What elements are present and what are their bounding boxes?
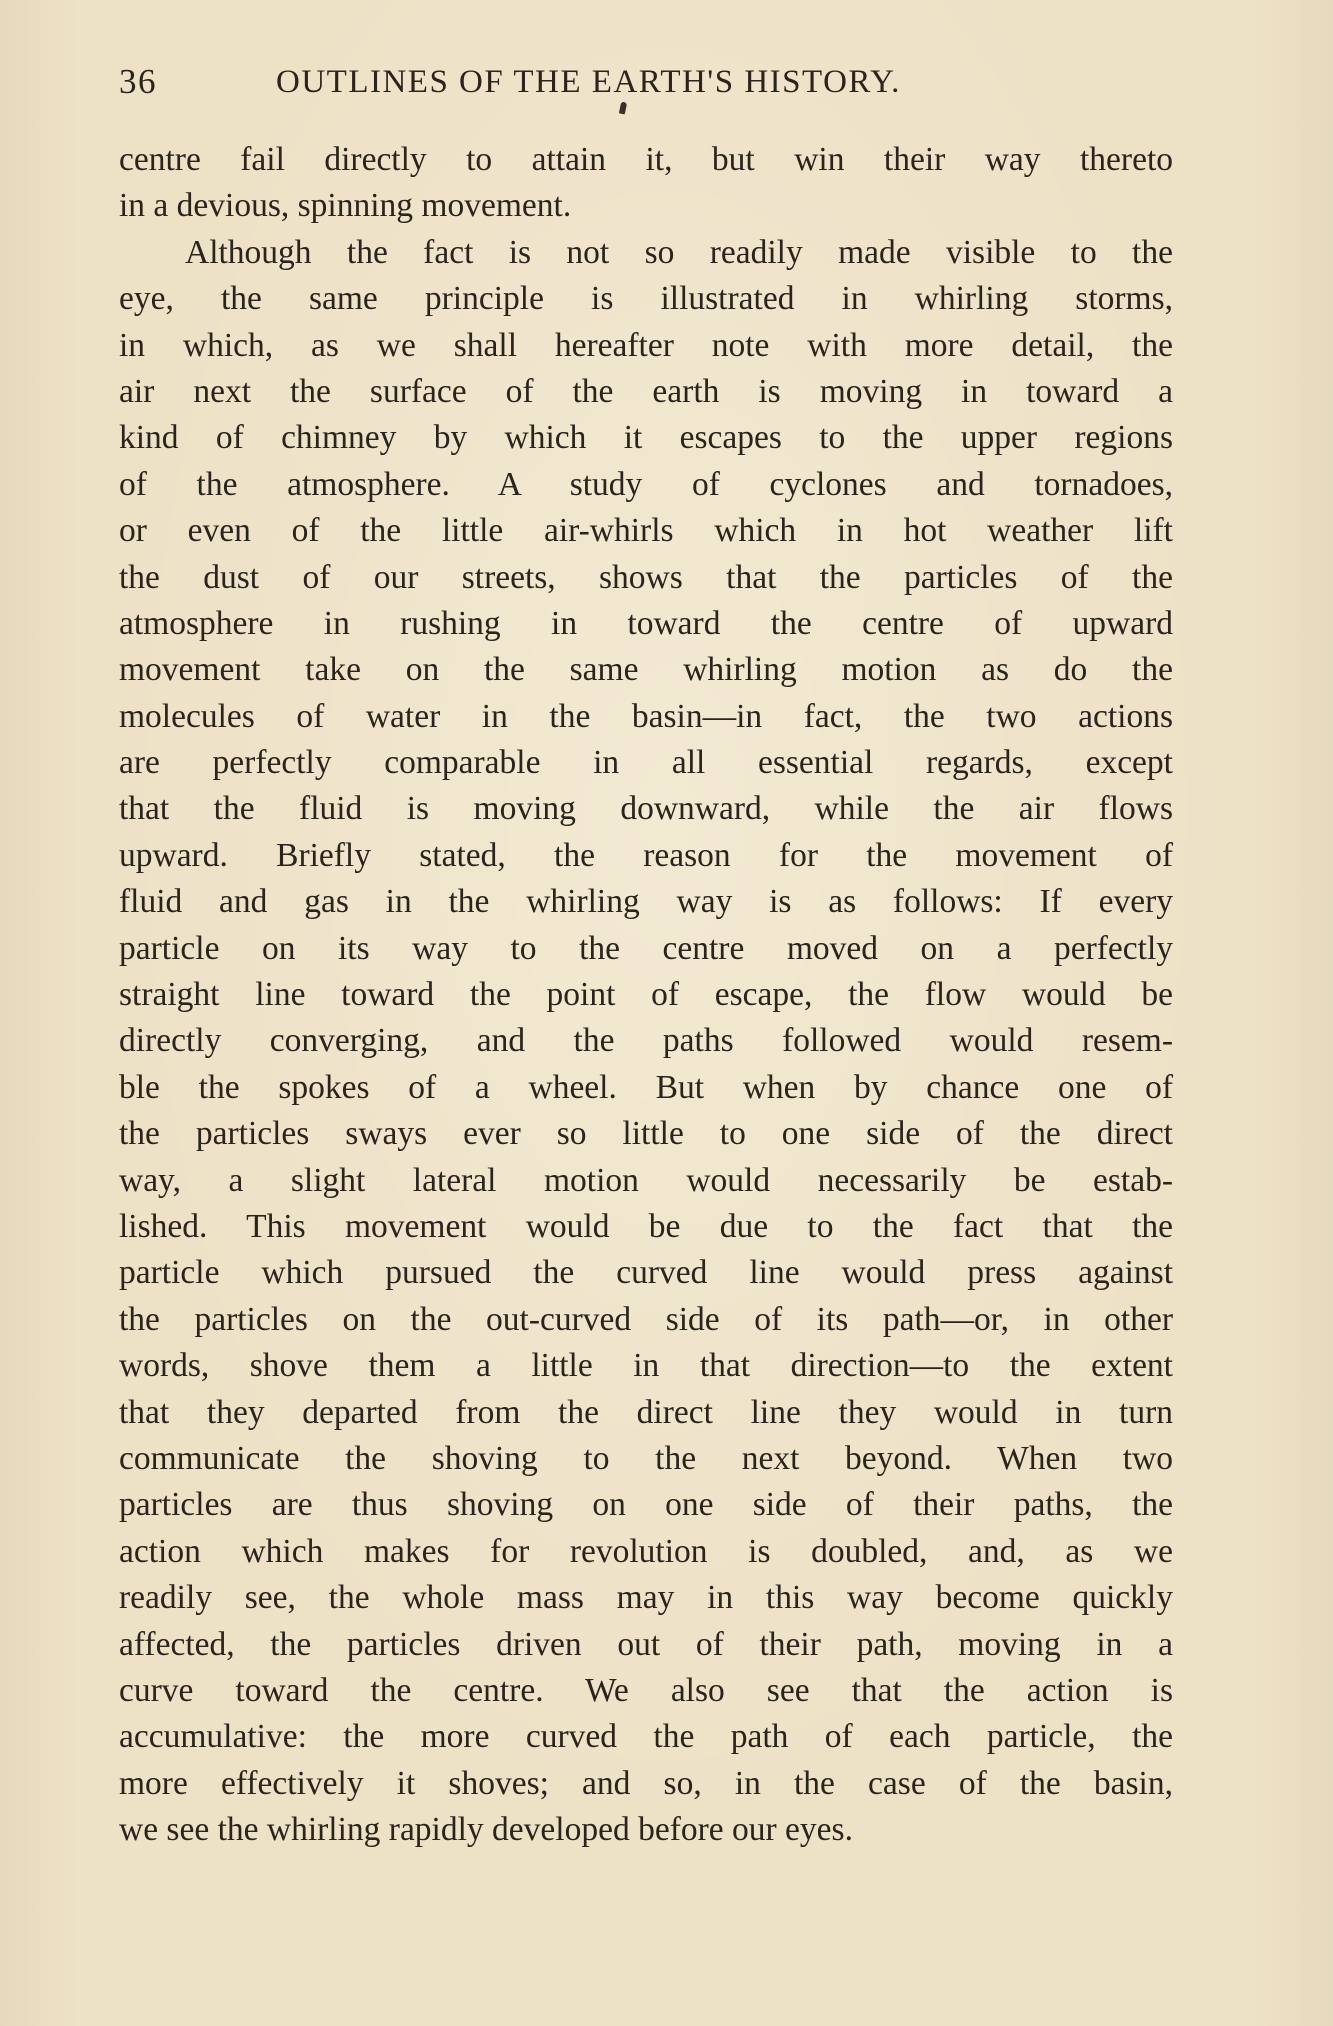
text-line: directly converging, and the paths followed would resem- [119, 1022, 1173, 1060]
text-line: movement take on the same whirling motion as do the [119, 651, 1173, 689]
text-line: action which makes for revolution is doubled, and, as we [119, 1532, 1173, 1570]
text-line: straight line toward the point of escape, the flow would be [119, 976, 1173, 1014]
text-line: we see the whirling rapidly developed before our eyes. [119, 1811, 853, 1849]
text-line: fluid and gas in the whirling way is as follows: If every [119, 883, 1173, 921]
text-line: more effectively it shoves; and so, in the case of the basin, [119, 1764, 1173, 1802]
text-line: are perfectly comparable in all essential regards, except [119, 744, 1173, 782]
text-line: upward. Briefly stated, the reason for the movement of [119, 836, 1173, 874]
text-line: particle on its way to the centre moved on a perfectly [119, 929, 1173, 967]
text-line: in a devious, spinning movement. [119, 187, 572, 225]
text-line: molecules of water in the basin—in fact, the two actions [119, 697, 1173, 735]
text-line: particles are thus shoving on one side of their paths, the [119, 1486, 1173, 1524]
page-header [119, 52, 1019, 112]
text-line: the particles sways ever so little to one side of the direct [119, 1115, 1173, 1153]
text-line: way, a slight lateral motion would necessarily be estab- [119, 1161, 1173, 1199]
print-speck [619, 102, 627, 115]
text-line: words, shove them a little in that direction—to the extent [119, 1347, 1173, 1385]
text-line: that the fluid is moving downward, while the air flows [119, 790, 1173, 828]
text-line: eye, the same principle is illustrated in whirling storms, [119, 280, 1173, 318]
text-line: atmosphere in rushing in toward the centre of upward [119, 604, 1173, 642]
text-line: the dust of our streets, shows that the particles of the [119, 558, 1173, 596]
page-number: 36 [119, 62, 157, 101]
text-line: the particles on the out-curved side of its path—or, in other [119, 1300, 1173, 1338]
text-line: accumulative: the more curved the path of each particle, the [119, 1718, 1173, 1756]
running-title: OUTLINES OF THE EARTH'S HISTORY. [276, 64, 901, 100]
text-line: centre fail directly to attain it, but win their way thereto [119, 141, 1173, 178]
text-line: particle which pursued the curved line would press against [119, 1254, 1173, 1292]
text-line: that they departed from the direct line they would in turn [119, 1393, 1173, 1431]
text-line: in which, as we shall hereafter note with more detail, the [119, 326, 1173, 364]
text-line: curve toward the centre. We also see that the action is [119, 1671, 1173, 1709]
text-line: Although the fact is not so readily made visible to the [185, 233, 1173, 271]
text-line: ble the spokes of a wheel. But when by chance one of [119, 1068, 1173, 1106]
text-line: communicate the shoving to the next beyond. When two [119, 1439, 1173, 1477]
text-line: or even of the little air-whirls which in hot weather lift [119, 512, 1173, 550]
text-line: lished. This movement would be due to the fact that the [119, 1207, 1173, 1245]
text-line: kind of chimney by which it escapes to the upper regions [119, 419, 1173, 457]
text-line: air next the surface of the earth is moving in toward a [119, 372, 1173, 410]
text-line: of the atmosphere. A study of cyclones and tornadoes, [119, 465, 1173, 503]
text-line: readily see, the whole mass may in this way become quickly [119, 1579, 1173, 1617]
body-text [119, 137, 1173, 1853]
text-line: affected, the particles driven out of their path, moving in a [119, 1625, 1173, 1663]
